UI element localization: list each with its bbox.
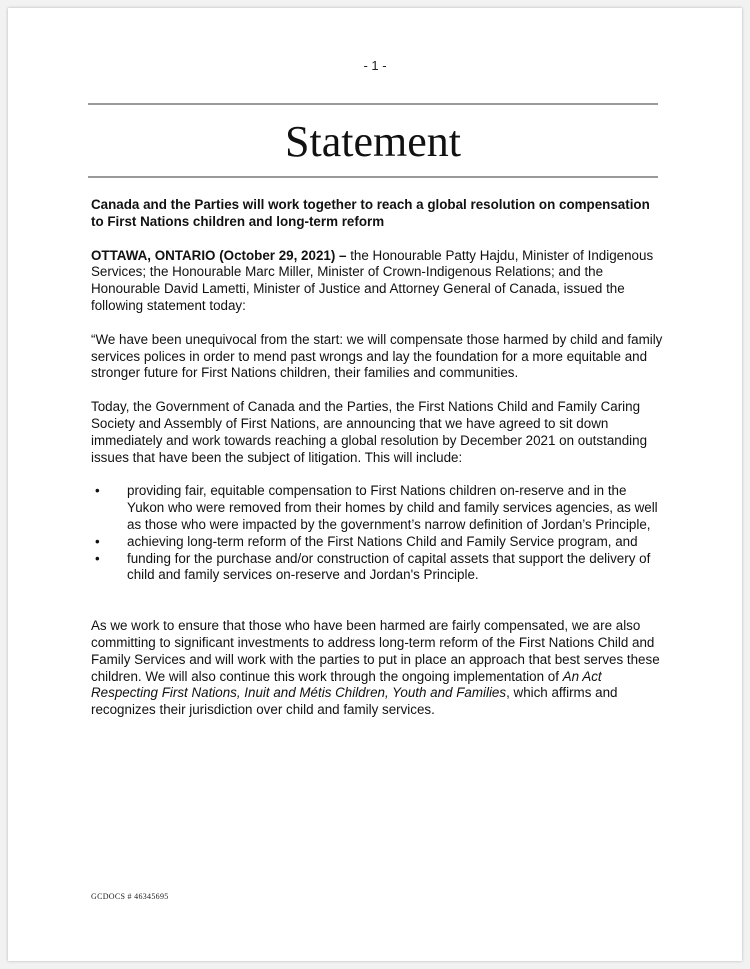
list-item <box>95 550 663 585</box>
document-id: GCDOCS # 46345695 <box>91 892 169 901</box>
closing-paragraph <box>91 618 663 719</box>
dateline: OTTAWA, ONTARIO (October 29, 2021) – <box>91 247 347 263</box>
list-item <box>95 483 663 533</box>
bullet-icon: • <box>95 483 100 499</box>
intro-text: the Honourable Patty Hajdu, Minister of Indigenous Services; the Honourable Marc Miller, Minister of Crown-Indigenous Relations; and the Honourable David Lametti, Minister of Justice and Attorney General of Canada, issued the following statement today: <box>91 247 654 313</box>
statement-body <box>91 197 663 736</box>
bullet-icon: • <box>95 533 100 549</box>
title-rule-top <box>88 103 658 105</box>
act-title: An Act Respecting First Nations, Inuit and Métis Children, Youth and Families <box>91 668 602 701</box>
intro-paragraph <box>91 248 663 315</box>
list-item <box>95 533 663 551</box>
closing-text-start: As we work to ensure that those who have been harmed are fairly compensated, we are also committing to significant investments to address long-term reform of the First Nations Child and Family Services and will work with the parties to put in place an approach that best serves these children. We will also continue this work through the ongoing implementation of <box>91 618 660 684</box>
page-title: Statement <box>285 117 461 166</box>
document-page <box>8 8 742 961</box>
title-rule-bottom <box>88 176 658 178</box>
quote-paragraph: “We have been unequivocal from the start: we will compensate those harmed by child and family services polices in order to mend past wrongs and lay the foundation for a more equitable and stronger future for First Nations children, their families and communities. <box>91 331 663 381</box>
bullet-list <box>91 483 663 584</box>
announcement-paragraph: Today, the Government of Canada and the Parties, the First Nations Child and Family Caring Society and Assembly of First Nations, are announcing that we have agreed to sit down immediately and work towards reaching a global resolution by December 2021 on outstanding issues that have been the subject of litigation. This will include: <box>91 399 648 465</box>
statement-headline: Canada and the Parties will work together to reach a global resolution on compensation to First Nations children and long-term reform <box>91 197 650 229</box>
bullet-icon: • <box>95 550 100 566</box>
paragraph-spacer <box>91 601 663 618</box>
page-number: - 1 - <box>363 58 387 73</box>
list-item-text: achieving long-term reform of the First Nations Child and Family Service program, and <box>127 533 638 549</box>
list-item-text: funding for the purchase and/or construction of capital assets that support the delivery of child and family services on-reserve and Jordan's Principle. <box>127 550 651 583</box>
closing-text-end: , which affirms and recognizes their jurisdiction over child and family services. <box>91 685 618 718</box>
list-item-text: providing fair, equitable compensation to First Nations children on-reserve and in the Yukon who were removed from their homes by child and family services agencies, as well as those who were impacted by the government’s narrow definition of Jordan’s Principle, <box>127 483 658 532</box>
